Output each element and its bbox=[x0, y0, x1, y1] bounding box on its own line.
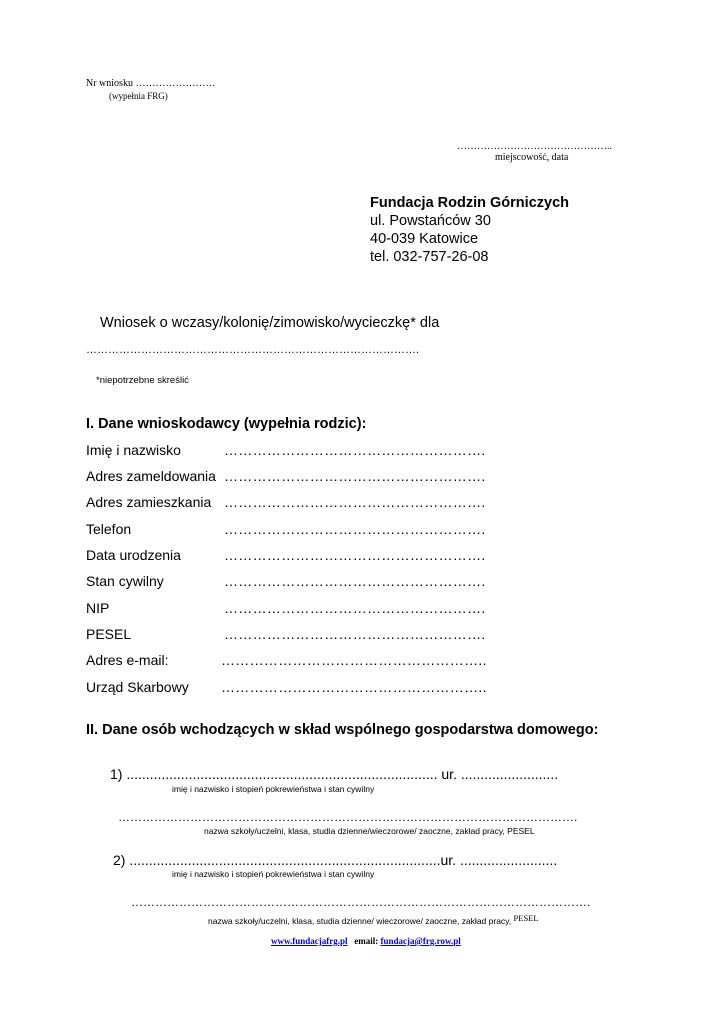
field-label-residence-address: Adres zamieszkania bbox=[86, 494, 212, 510]
place-date-dots: ……………………………………….. bbox=[457, 141, 612, 152]
field-label-marital-status: Stan cywilny bbox=[86, 573, 164, 589]
person1-school-line: ……………………………………………………………………………………………………. bbox=[118, 810, 578, 824]
field-label-pesel: PESEL bbox=[86, 626, 132, 642]
recipient-street: ul. Powstańców 30 bbox=[370, 213, 491, 229]
recipient-address bbox=[370, 194, 569, 266]
person1-name-caption: imię i nazwisko i stopień pokrewieństwa i stan cywilny bbox=[172, 784, 375, 794]
section2-heading: II. Dane osób wchodzących w skład wspólnego gospodarstwa domowego: bbox=[86, 722, 599, 738]
person2-school-caption-text: nazwa szkoły/uczelni, klasa, studia dzienne/ wieczorowe/ zaoczne, zakład pracy, bbox=[208, 916, 514, 926]
footer-website-link[interactable]: www.fundacjafrg.pl bbox=[271, 936, 348, 946]
field-dots-birth-date: ………………………………………………. bbox=[224, 547, 486, 563]
field-label-tax-office: Urząd Skarbowy bbox=[86, 679, 189, 695]
recipient-phone: tel. 032-757-26-08 bbox=[370, 249, 489, 265]
field-label-nip: NIP bbox=[86, 600, 110, 616]
person1-school-caption: nazwa szkoły/uczelni, klasa, studia dzienne/wieczorowe/ zaoczne, zakład pracy, PESEL bbox=[204, 826, 535, 836]
person2-name-line: 2) ................................................................................ur. ......................... bbox=[113, 852, 558, 868]
footer-contact bbox=[271, 936, 461, 946]
field-dots-nip: ………………………………………………. bbox=[224, 600, 486, 616]
person2-school-line: ……………………………………………………………………………………………………. bbox=[131, 895, 591, 909]
person2-name-caption: imię i nazwisko i stopień pokrewieństwa i stan cywilny bbox=[172, 869, 375, 879]
request-title: Wniosek o wczasy/kolonię/zimowisko/wycieczkę* dla bbox=[100, 315, 440, 331]
person2-school-caption bbox=[208, 911, 539, 929]
application-number-note: (wypełnia FRG) bbox=[109, 91, 168, 101]
person1-name-line: 1) ................................................................................ ur. ......................... bbox=[110, 766, 559, 782]
field-dots-phone: ………………………………………………. bbox=[224, 521, 486, 537]
field-label-birth-date: Data urodzenia bbox=[86, 547, 181, 563]
field-dots-tax-office: ……………………………………………….. bbox=[221, 679, 487, 695]
field-dots-email: ……………………………………………….. bbox=[221, 652, 487, 668]
field-label-name: Imię i nazwisko bbox=[86, 442, 181, 458]
recipient-name: Fundacja Rodzin Górniczych bbox=[370, 195, 569, 211]
request-footnote: *niepotrzebne skreślić bbox=[96, 375, 189, 386]
place-date-label: miejscowość, data bbox=[495, 152, 569, 163]
field-dots-registered-address: ………………………………………………. bbox=[224, 468, 486, 484]
person2-school-caption-pesel: PESEL bbox=[513, 913, 539, 923]
field-dots-name: ………………………………………………. bbox=[224, 442, 486, 458]
recipient-city: 40-039 Katowice bbox=[370, 231, 479, 247]
footer-email-link[interactable]: fundacja@frg.row.pl bbox=[380, 936, 461, 946]
field-dots-pesel: ………………………………………………. bbox=[224, 626, 486, 642]
request-dots: ………………………………………………………………………………. bbox=[86, 344, 420, 356]
field-dots-residence-address: ………………………………………………. bbox=[224, 494, 486, 510]
field-label-email: Adres e-mail: bbox=[86, 652, 169, 668]
footer-email-label: email: bbox=[354, 936, 379, 946]
field-dots-marital-status: ………………………………………………. bbox=[224, 573, 486, 589]
section1-heading: I. Dane wnioskodawcy (wypełnia rodzic): bbox=[86, 416, 367, 432]
field-label-phone: Telefon bbox=[86, 521, 132, 537]
field-label-registered-address: Adres zameldowania bbox=[86, 468, 216, 484]
application-number-label: Nr wniosku …………………… bbox=[86, 78, 216, 89]
